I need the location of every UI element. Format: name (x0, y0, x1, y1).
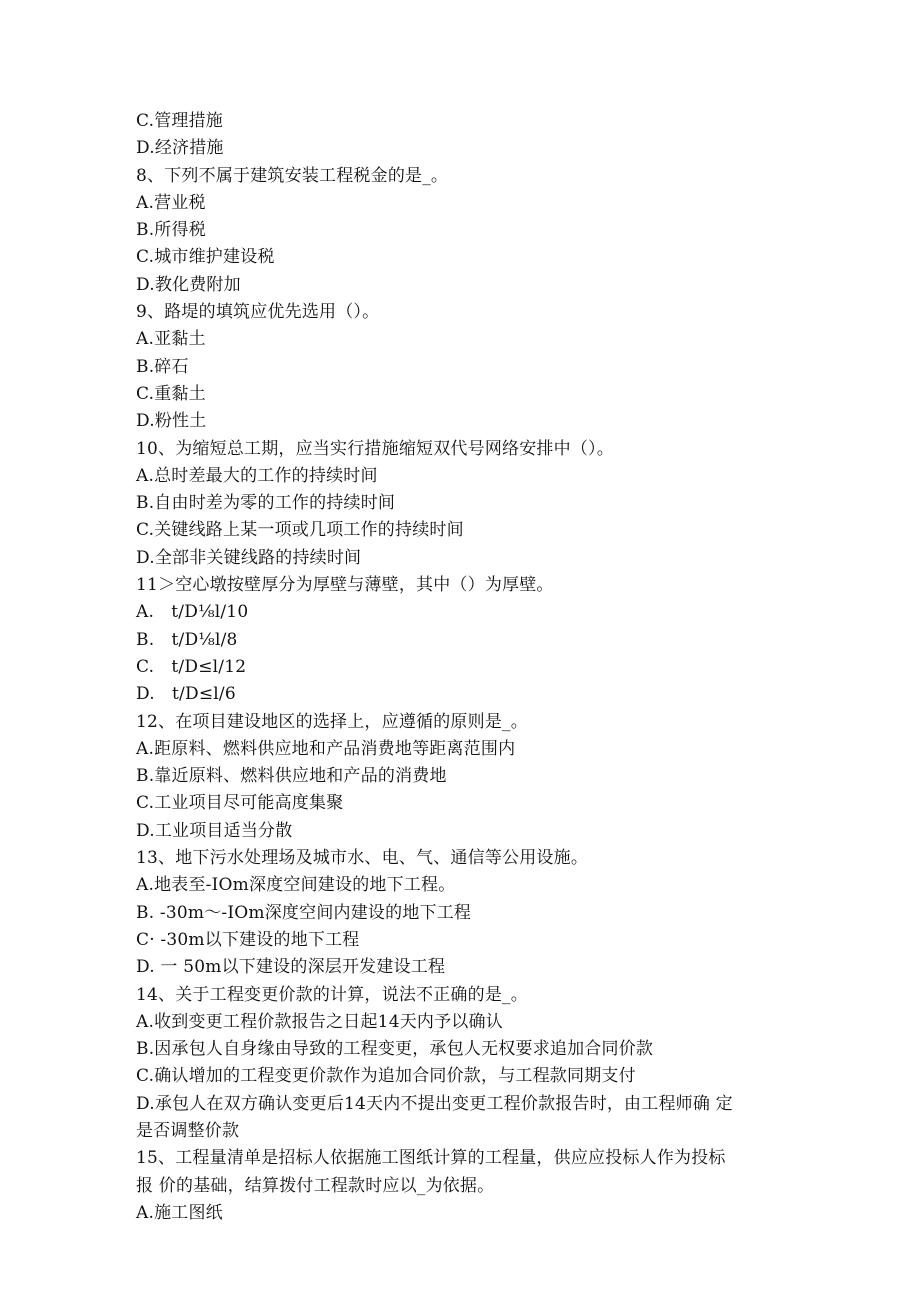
q14-option-c: C.确认增加的工程变更价款作为追加合同价款，与工程款同期支付 (136, 1066, 636, 1087)
q12-option-c: C.工业项目尽可能高度集聚 (136, 793, 344, 814)
q11-option-d: D. t∕D≤l∕6 (136, 684, 236, 705)
q14-option-d-line1: D.承包人在双方确认变更后14天内不提出变更工程价款报告时，由工程师确 定 (136, 1093, 733, 1114)
q14-option-a: A.收到变更工程价款报告之日起14天内予以确认 (136, 1011, 503, 1032)
q10-option-a: A.总时差最大的工作的持续时间 (136, 465, 378, 486)
q11-option-a: A. t∕D⅛l∕10 (136, 602, 249, 623)
q9-option-d: D.粉性土 (136, 411, 207, 432)
option-c-text-line: C.管理措施 (136, 111, 224, 131)
q10-option-c: C.关键线路上某一项或几项工作的持续时间 (136, 520, 464, 541)
q15-option-a: A.施工图纸 (136, 1202, 223, 1223)
q9-option-a: A.亚黏土 (136, 329, 206, 350)
question-9-text: 9、路堤的填筑应优先选用（）。 (136, 302, 380, 323)
q13-option-d: D. 一 50m以下建设的深层开发建设工程 (136, 957, 446, 978)
q8-option-b: B.所得税 (136, 220, 206, 241)
q13-option-c: C· -30m以下建设的地下工程 (136, 929, 360, 950)
q12-option-d: D.工业项目适当分散 (136, 820, 293, 841)
q14-option-d-line2: 是否调整价款 (136, 1120, 240, 1141)
q12-option-b: B.靠近原料、燃料供应地和产品的消费地 (136, 766, 447, 787)
option-d-text-line: D.经济措施 (136, 138, 224, 159)
q9-option-b: B.碎石 (136, 356, 189, 377)
q13-option-b: B. -30m～-IOm深度空间内建设的地下工程 (136, 902, 472, 923)
document-page (136, 108, 796, 1227)
question-15-text-line2: 报 价的基础，结算拨付工程款时应以_为依据。 (136, 1175, 495, 1196)
q10-option-b: B.自由时差为零的工作的持续时间 (136, 493, 396, 514)
q9-option-c: C.重黏土 (136, 383, 206, 404)
question-14-text: 14、关于工程变更价款的计算，说法不正确的是_。 (136, 984, 528, 1005)
q13-option-a: A.地表至-IOm深度空间建设的地下工程。 (136, 875, 456, 896)
q14-option-b: B.因承包人自身缘由导致的工程变更，承包人无权要求追加合同价款 (136, 1039, 654, 1060)
q8-option-c: C.城市维护建设税 (136, 247, 275, 268)
question-10-text: 10、为缩短总工期，应当实行措施缩短双代号网络安排中（）。 (136, 438, 614, 459)
question-12-text: 12、在项目建设地区的选择上，应遵循的原则是_。 (136, 711, 528, 732)
question-8-text: 8、下列不属于建筑安装工程税金的是_。 (136, 165, 449, 186)
q12-option-a: A.距原料、燃料供应地和产品消费地等距离范围内 (136, 738, 516, 759)
q8-option-a: A.营业税 (136, 192, 206, 213)
q11-option-b: B. t∕D⅛l∕8 (136, 629, 238, 650)
question-15-text-line1: 15、工程量清单是招标人依据施工图纸计算的工程量，供应应投标人作为投标 (136, 1148, 726, 1169)
q8-option-d: D.教化费附加 (136, 274, 241, 295)
question-11-text: 11＞空心墩按壁厚分为厚壁与薄壁，其中（）为厚壁。 (136, 575, 554, 596)
q10-option-d: D.全部非关键线路的持续时间 (136, 547, 362, 568)
q11-option-c: C. t∕D≤l∕12 (136, 656, 247, 677)
question-13-text: 13、地下污水处理场及城市水、电、气、通信等公用设施。 (136, 848, 589, 869)
